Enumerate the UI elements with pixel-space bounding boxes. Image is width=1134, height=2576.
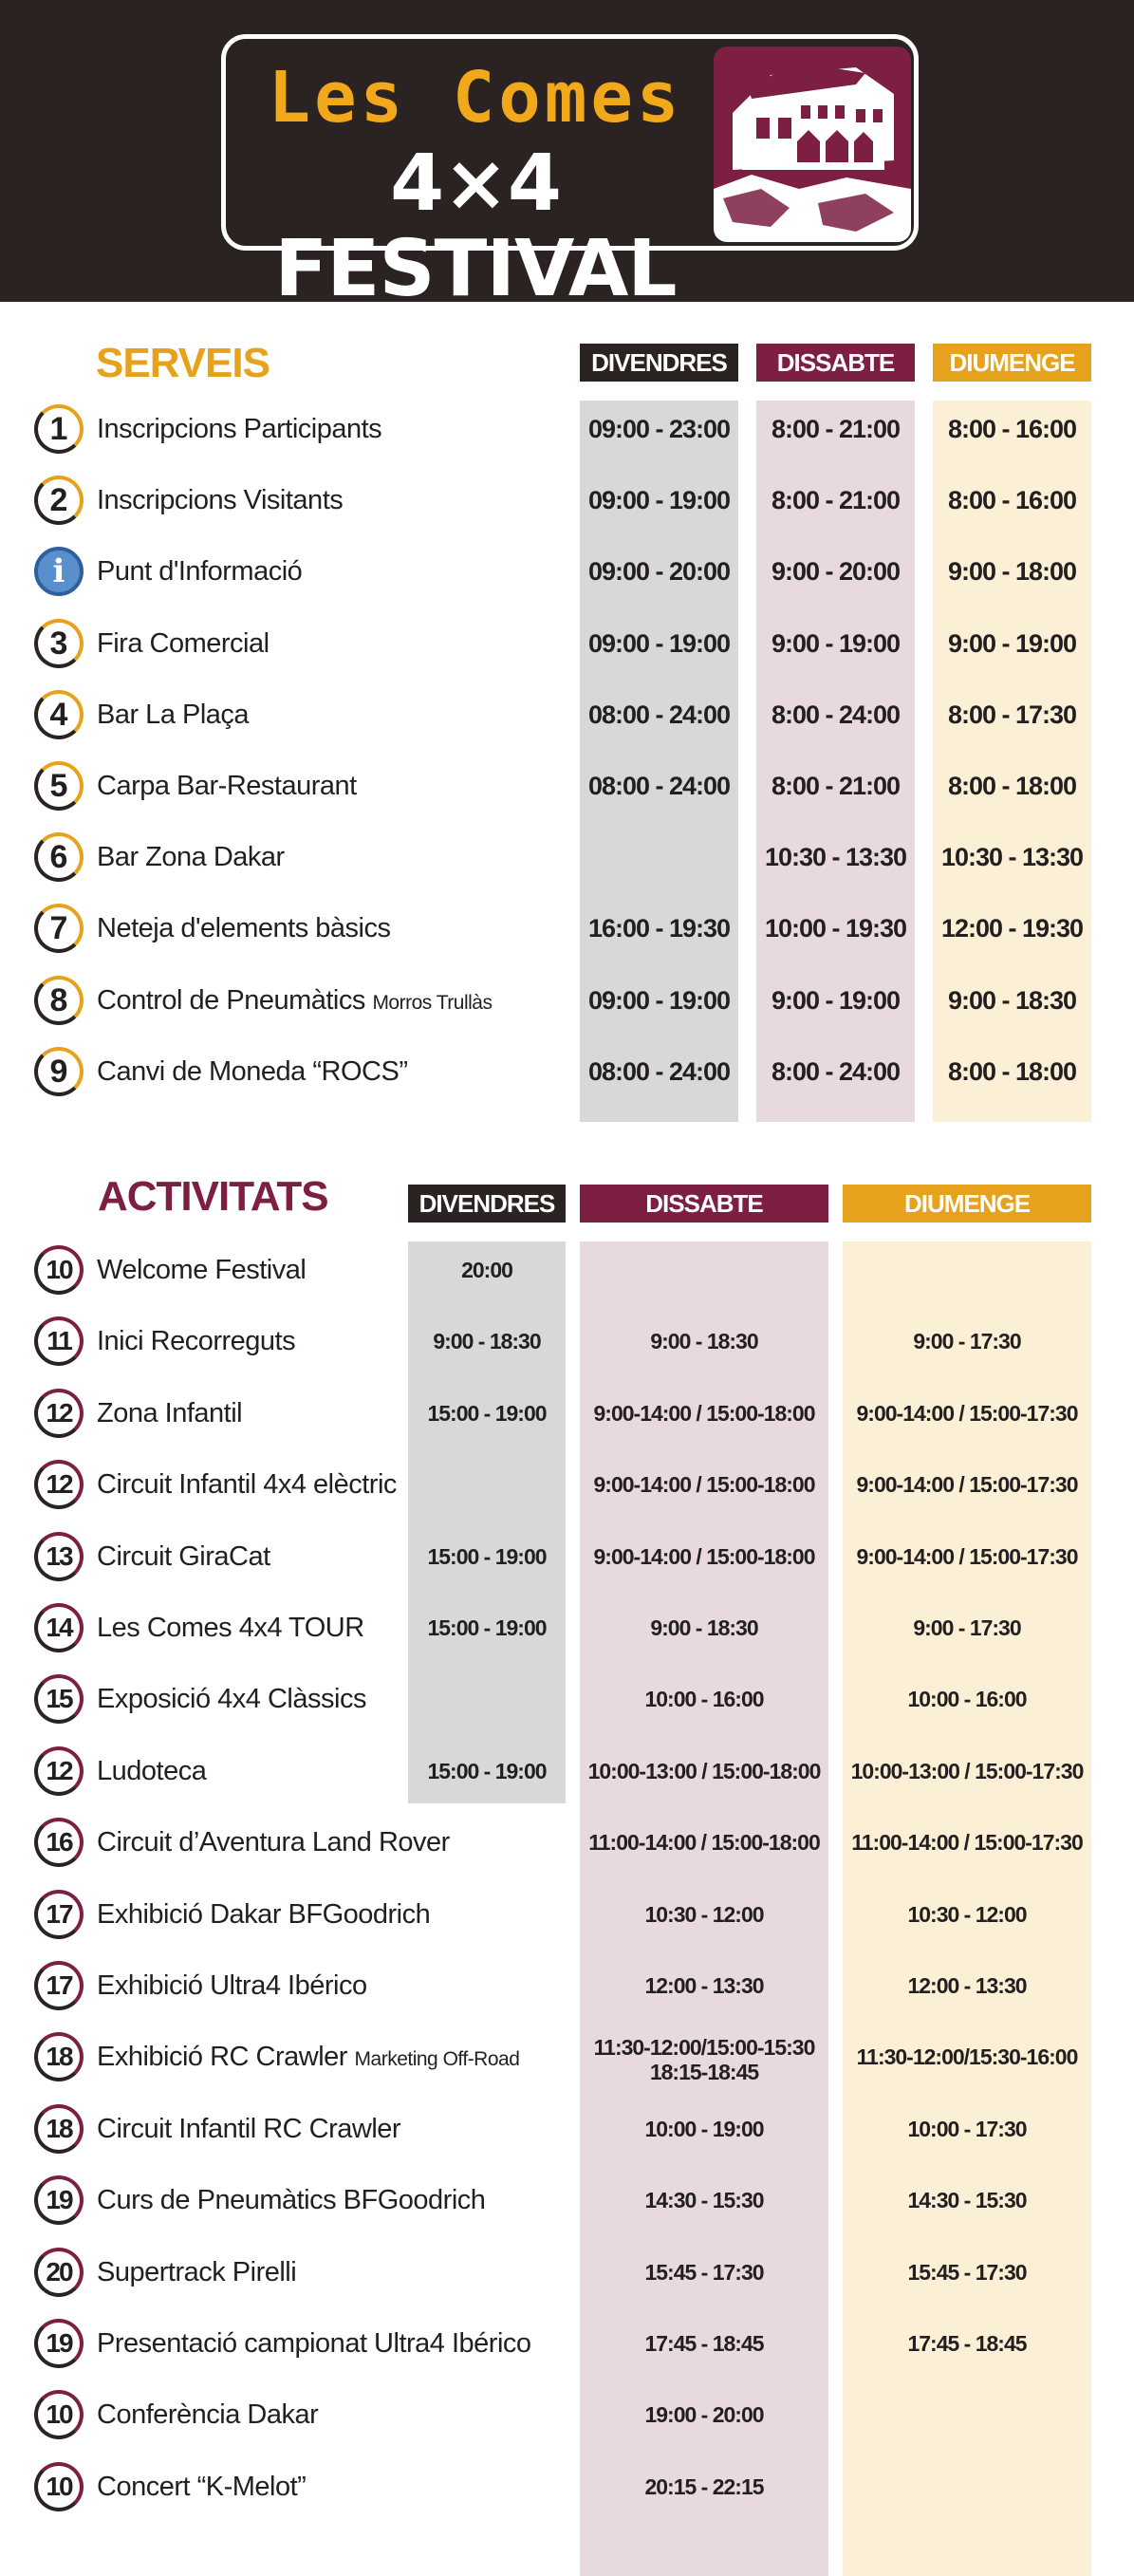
sunday-time: 10:30 - 13:30 — [940, 843, 1084, 872]
row-label-text: Conferència Dakar — [97, 2399, 319, 2431]
row-label-text: Ludoteca — [97, 1755, 207, 1786]
row-label-text: Canvi de Moneda “ROCS” — [97, 1055, 408, 1087]
row-label — [97, 2244, 296, 2301]
location-number-badge: 19 — [34, 2175, 84, 2225]
sunday-time: 10:30 - 12:00 — [907, 1901, 1027, 1927]
row-label-text: Fira Comercial — [97, 627, 270, 659]
location-number-badge: 11 — [34, 1316, 84, 1366]
friday-time — [408, 2172, 566, 2229]
sunday-time: 11:00-14:00 / 15:00-17:30 — [851, 1830, 1083, 1856]
location-number-badge: 14 — [34, 1603, 84, 1652]
activitats-row — [0, 1528, 1134, 1585]
activitats-row — [0, 2172, 1134, 2229]
row-label — [97, 1814, 450, 1871]
sunday-time: 14:30 - 15:30 — [907, 2188, 1027, 2213]
location-number-badge: 12 — [34, 1389, 84, 1438]
sunday-time: 9:00-14:00 / 15:00-17:30 — [856, 1400, 1078, 1426]
row-label-text: Punt d'Informació — [97, 556, 303, 588]
location-number-badge: 19 — [34, 2319, 84, 2368]
sunday-time: 9:00 - 18:00 — [947, 557, 1077, 587]
sunday-time — [843, 2458, 1091, 2515]
row-label-text: Circuit GiraCat — [97, 1540, 270, 1572]
activitats-day-friday: DIVENDRES — [408, 1185, 566, 1223]
location-number-badge: 9 — [34, 1047, 84, 1096]
row-label-sponsor: Marketing Off-Road — [354, 2048, 520, 2071]
sunday-time: 9:00 - 17:30 — [913, 1329, 1021, 1354]
friday-time — [408, 1886, 566, 1943]
row-label-text: Inscripcions Visitants — [97, 485, 344, 516]
location-number-badge: 18 — [34, 2032, 84, 2081]
saturday-time: 9:00 - 19:00 — [771, 628, 901, 658]
sunday-time: 10:00-13:00 / 15:00-17:30 — [850, 1758, 1084, 1783]
saturday-time: 9:00-14:00 / 15:00-18:00 — [593, 1472, 815, 1498]
serveis-day-saturday: DISSABTE — [756, 344, 915, 382]
friday-time — [408, 1671, 566, 1727]
serveis-row — [0, 686, 1134, 743]
row-label — [97, 1957, 367, 2014]
row-label-text: Concert “K-Melot” — [97, 2471, 307, 2502]
row-label-text: Circuit d’Aventura Land Rover — [97, 1827, 450, 1858]
serveis-title: SERVEIS — [96, 340, 270, 386]
friday-time: 09:00 - 19:00 — [587, 985, 731, 1015]
location-number-badge: 8 — [34, 976, 84, 1025]
activitats-day-saturday: DISSABTE — [580, 1185, 828, 1223]
friday-time: 15:00 - 19:00 — [427, 1615, 547, 1640]
location-number-badge: 15 — [34, 1674, 84, 1724]
saturday-time: 8:00 - 21:00 — [771, 772, 901, 800]
friday-time — [408, 1456, 566, 1513]
serveis-row — [0, 1043, 1134, 1100]
friday-time — [408, 1814, 566, 1871]
activitats-row — [0, 1743, 1134, 1800]
location-number-badge: 10 — [34, 2462, 84, 2511]
activitats-row — [0, 2386, 1134, 2443]
saturday-time — [580, 2026, 828, 2093]
serveis-row — [0, 401, 1134, 457]
row-label — [97, 2100, 400, 2157]
location-number-badge: 18 — [34, 2104, 84, 2154]
row-label — [97, 829, 285, 886]
saturday-time: 9:00 - 20:00 — [771, 557, 901, 587]
activitats-row — [0, 2028, 1134, 2085]
friday-time: 15:00 - 19:00 — [427, 1758, 547, 1783]
friday-time: 15:00 - 19:00 — [427, 1400, 547, 1426]
row-label-text: Inscripcions Participants — [97, 414, 382, 444]
activitats-row — [0, 2315, 1134, 2372]
row-label — [97, 2386, 318, 2443]
saturday-time: 10:30 - 13:30 — [764, 843, 907, 872]
location-number-badge: 2 — [34, 476, 84, 525]
location-number-badge: 13 — [34, 1532, 84, 1581]
sunday-time: 8:00 - 18:00 — [947, 1056, 1077, 1086]
sunday-time: 9:00 - 18:30 — [947, 985, 1077, 1015]
row-label — [97, 401, 381, 457]
location-number-badge: 3 — [34, 619, 84, 668]
location-number-badge: 7 — [34, 904, 84, 953]
saturday-time: 10:00 - 19:30 — [764, 914, 907, 943]
serveis-row — [0, 757, 1134, 814]
friday-time: 08:00 - 24:00 — [587, 772, 731, 800]
activitats-row — [0, 2100, 1134, 2157]
location-number-badge: 1 — [34, 404, 84, 454]
location-number-badge: 16 — [34, 1818, 84, 1867]
serveis-day-friday: DIVENDRES — [580, 344, 738, 382]
row-label — [97, 757, 357, 814]
location-number-badge: 4 — [34, 690, 84, 739]
sunday-time: 12:00 - 19:30 — [940, 914, 1084, 943]
row-label-text: Control de Pneumàtics — [97, 984, 365, 1016]
row-label — [97, 1599, 364, 1656]
saturday-time: 17:45 - 18:45 — [644, 2331, 764, 2356]
friday-time: 08:00 - 24:00 — [587, 700, 731, 729]
row-label — [97, 1528, 270, 1585]
activitats-row — [0, 2244, 1134, 2301]
festival-logo — [221, 34, 919, 314]
row-label-text: Circuit Infantil 4x4 elèctric — [97, 1469, 397, 1501]
info-icon: i — [34, 547, 84, 596]
sunday-time: 10:00 - 16:00 — [907, 1687, 1027, 1712]
saturday-time: 14:30 - 15:30 — [644, 2188, 764, 2213]
row-label-text: Neteja d'elements bàsics — [97, 913, 391, 944]
friday-time: 08:00 - 24:00 — [587, 1056, 731, 1086]
friday-time — [580, 829, 738, 886]
sunday-time: 10:00 - 17:30 — [907, 2116, 1027, 2141]
saturday-time: 8:00 - 24:00 — [771, 700, 901, 729]
row-label-text: Carpa Bar-Restaurant — [97, 771, 357, 801]
location-number-badge: 12 — [34, 1460, 84, 1509]
activitats-row — [0, 1456, 1134, 1513]
saturday-time: 9:00 - 18:30 — [650, 1615, 758, 1640]
serveis-day-sunday: DIUMENGE — [933, 344, 1091, 382]
sunday-time: 8:00 - 16:00 — [947, 415, 1077, 443]
sunday-time: 8:00 - 18:00 — [947, 772, 1077, 800]
saturday-time: 9:00-14:00 / 15:00-18:00 — [593, 1543, 815, 1569]
saturday-time — [580, 1241, 828, 1298]
saturday-time: 11:00-14:00 / 15:00-18:00 — [588, 1830, 820, 1856]
friday-time — [408, 2386, 566, 2443]
activitats-row — [0, 1599, 1134, 1656]
location-number-badge: 5 — [34, 761, 84, 811]
activitats-row — [0, 1385, 1134, 1442]
sunday-time: 9:00-14:00 / 15:00-17:30 — [856, 1543, 1078, 1569]
serveis-row — [0, 829, 1134, 886]
activitats-row — [0, 1241, 1134, 1298]
saturday-time: 12:00 - 13:30 — [644, 1973, 764, 1998]
saturday-time: 9:00 - 18:30 — [650, 1329, 758, 1354]
activitats-row — [0, 1814, 1134, 1871]
sunday-time: 9:00-14:00 / 15:00-17:30 — [856, 1472, 1078, 1498]
row-label — [97, 1886, 430, 1943]
row-label-text: Exhibició RC Crawler — [97, 2042, 347, 2073]
row-label-text: Circuit Infantil RC Crawler — [97, 2113, 401, 2144]
row-label-text: Inici Recorreguts — [97, 1326, 296, 1357]
sunday-time: 12:00 - 13:30 — [907, 1973, 1027, 1998]
row-label — [97, 1671, 366, 1727]
row-label-text: Bar La Plaça — [97, 699, 250, 730]
friday-time: 09:00 - 23:00 — [587, 415, 731, 443]
saturday-time: 10:00-13:00 / 15:00-18:00 — [587, 1758, 821, 1783]
saturday-time: 10:00 - 16:00 — [644, 1687, 764, 1712]
saturday-time: 19:00 - 20:00 — [644, 2402, 764, 2428]
activitats-row — [0, 1886, 1134, 1943]
activitats-title: ACTIVITATS — [98, 1173, 328, 1220]
friday-time — [408, 2100, 566, 2157]
saturday-time: 20:15 - 22:15 — [644, 2473, 764, 2499]
location-number-badge: 12 — [34, 1746, 84, 1796]
saturday-time: 8:00 - 24:00 — [771, 1056, 901, 1086]
friday-time: 09:00 - 19:00 — [587, 486, 731, 515]
row-label-text: Exhibició Dakar BFGoodrich — [97, 1898, 431, 1930]
serveis-row — [0, 543, 1134, 600]
sunday-time — [843, 1241, 1091, 1298]
sunday-time: 8:00 - 17:30 — [947, 700, 1077, 729]
row-label-sponsor: Morros Trullàs — [372, 991, 493, 1014]
saturday-time-line2: 18:15-18:45 — [649, 2060, 759, 2085]
activitats-row — [0, 1671, 1134, 1727]
friday-time: 20:00 — [461, 1258, 512, 1282]
castle-illustration — [714, 47, 911, 242]
friday-time: 09:00 - 20:00 — [587, 557, 731, 587]
row-label-text: Zona Infantil — [97, 1397, 243, 1428]
friday-time — [408, 2028, 566, 2085]
header — [0, 0, 1134, 314]
location-number-badge: 17 — [34, 1961, 84, 2010]
location-number-badge: 10 — [34, 2390, 84, 2439]
sunday-time — [843, 2386, 1091, 2443]
row-label — [97, 1456, 397, 1513]
row-label — [97, 1313, 295, 1370]
activitats-row — [0, 2458, 1134, 2515]
sunday-time: 15:45 - 17:30 — [907, 2259, 1027, 2285]
location-number-badge: 20 — [34, 2248, 84, 2297]
row-label — [97, 900, 390, 957]
row-label-text: Exposició 4x4 Clàssics — [97, 1684, 366, 1715]
row-label-text: Bar Zona Dakar — [97, 842, 285, 873]
activitats-row — [0, 1313, 1134, 1370]
serveis-row — [0, 900, 1134, 957]
saturday-time: 10:00 - 19:00 — [644, 2116, 764, 2141]
friday-time — [408, 2458, 566, 2515]
saturday-time: 10:30 - 12:00 — [644, 1901, 764, 1927]
row-label-text: Welcome Festival — [97, 1255, 307, 1285]
saturday-time: 8:00 - 21:00 — [771, 415, 901, 443]
row-label-text: Les Comes 4x4 TOUR — [97, 1613, 364, 1643]
friday-time — [408, 2315, 566, 2372]
row-label-text: Presentació campionat Ultra4 Ibérico — [97, 2328, 531, 2359]
serveis-row — [0, 972, 1134, 1029]
friday-time: 9:00 - 18:30 — [433, 1329, 541, 1354]
serveis-row — [0, 615, 1134, 672]
row-label-text: Supertrack Pirelli — [97, 2256, 297, 2287]
sunday-time: 9:00 - 17:30 — [913, 1615, 1021, 1640]
activitats-day-sunday: DIUMENGE — [843, 1185, 1091, 1223]
logo-subtitle: 4×4 FESTIVAL — [274, 139, 677, 314]
saturday-time: 8:00 - 21:00 — [771, 486, 901, 515]
row-label — [97, 1241, 306, 1298]
friday-time: 15:00 - 19:00 — [427, 1543, 547, 1569]
sunday-time: 8:00 - 16:00 — [947, 486, 1077, 515]
row-label — [97, 2458, 306, 2515]
saturday-time: 9:00-14:00 / 15:00-18:00 — [593, 1400, 815, 1426]
location-number-badge: 10 — [34, 1245, 84, 1295]
serveis-row — [0, 472, 1134, 529]
row-label — [97, 1043, 407, 1100]
row-label — [97, 1743, 206, 1800]
row-label-text: Exhibició Ultra4 Ibérico — [97, 1970, 367, 2001]
friday-time — [408, 2244, 566, 2301]
saturday-time-line1: 11:30-12:00/15:00-15:30 — [593, 2035, 815, 2061]
location-number-badge: 17 — [34, 1890, 84, 1939]
sunday-time: 9:00 - 19:00 — [947, 628, 1077, 658]
sunday-time: 17:45 - 18:45 — [907, 2331, 1027, 2356]
sunday-time: 11:30-12:00/15:30-16:00 — [856, 2044, 1078, 2070]
row-label — [97, 615, 270, 672]
row-label — [97, 543, 302, 600]
row-label — [97, 472, 343, 529]
logo-title: Les Comes — [268, 57, 683, 139]
friday-time: 09:00 - 19:00 — [587, 628, 731, 658]
friday-time: 16:00 - 19:30 — [587, 914, 731, 943]
row-label-text: Curs de Pneumàtics BFGoodrich — [97, 2185, 486, 2216]
row-label — [97, 1385, 242, 1442]
location-number-badge: 6 — [34, 832, 84, 882]
saturday-time: 15:45 - 17:30 — [644, 2259, 764, 2285]
saturday-time: 9:00 - 19:00 — [771, 985, 901, 1015]
row-label — [97, 686, 249, 743]
activitats-row — [0, 1957, 1134, 2014]
friday-time — [408, 1957, 566, 2014]
row-label — [97, 972, 492, 1029]
